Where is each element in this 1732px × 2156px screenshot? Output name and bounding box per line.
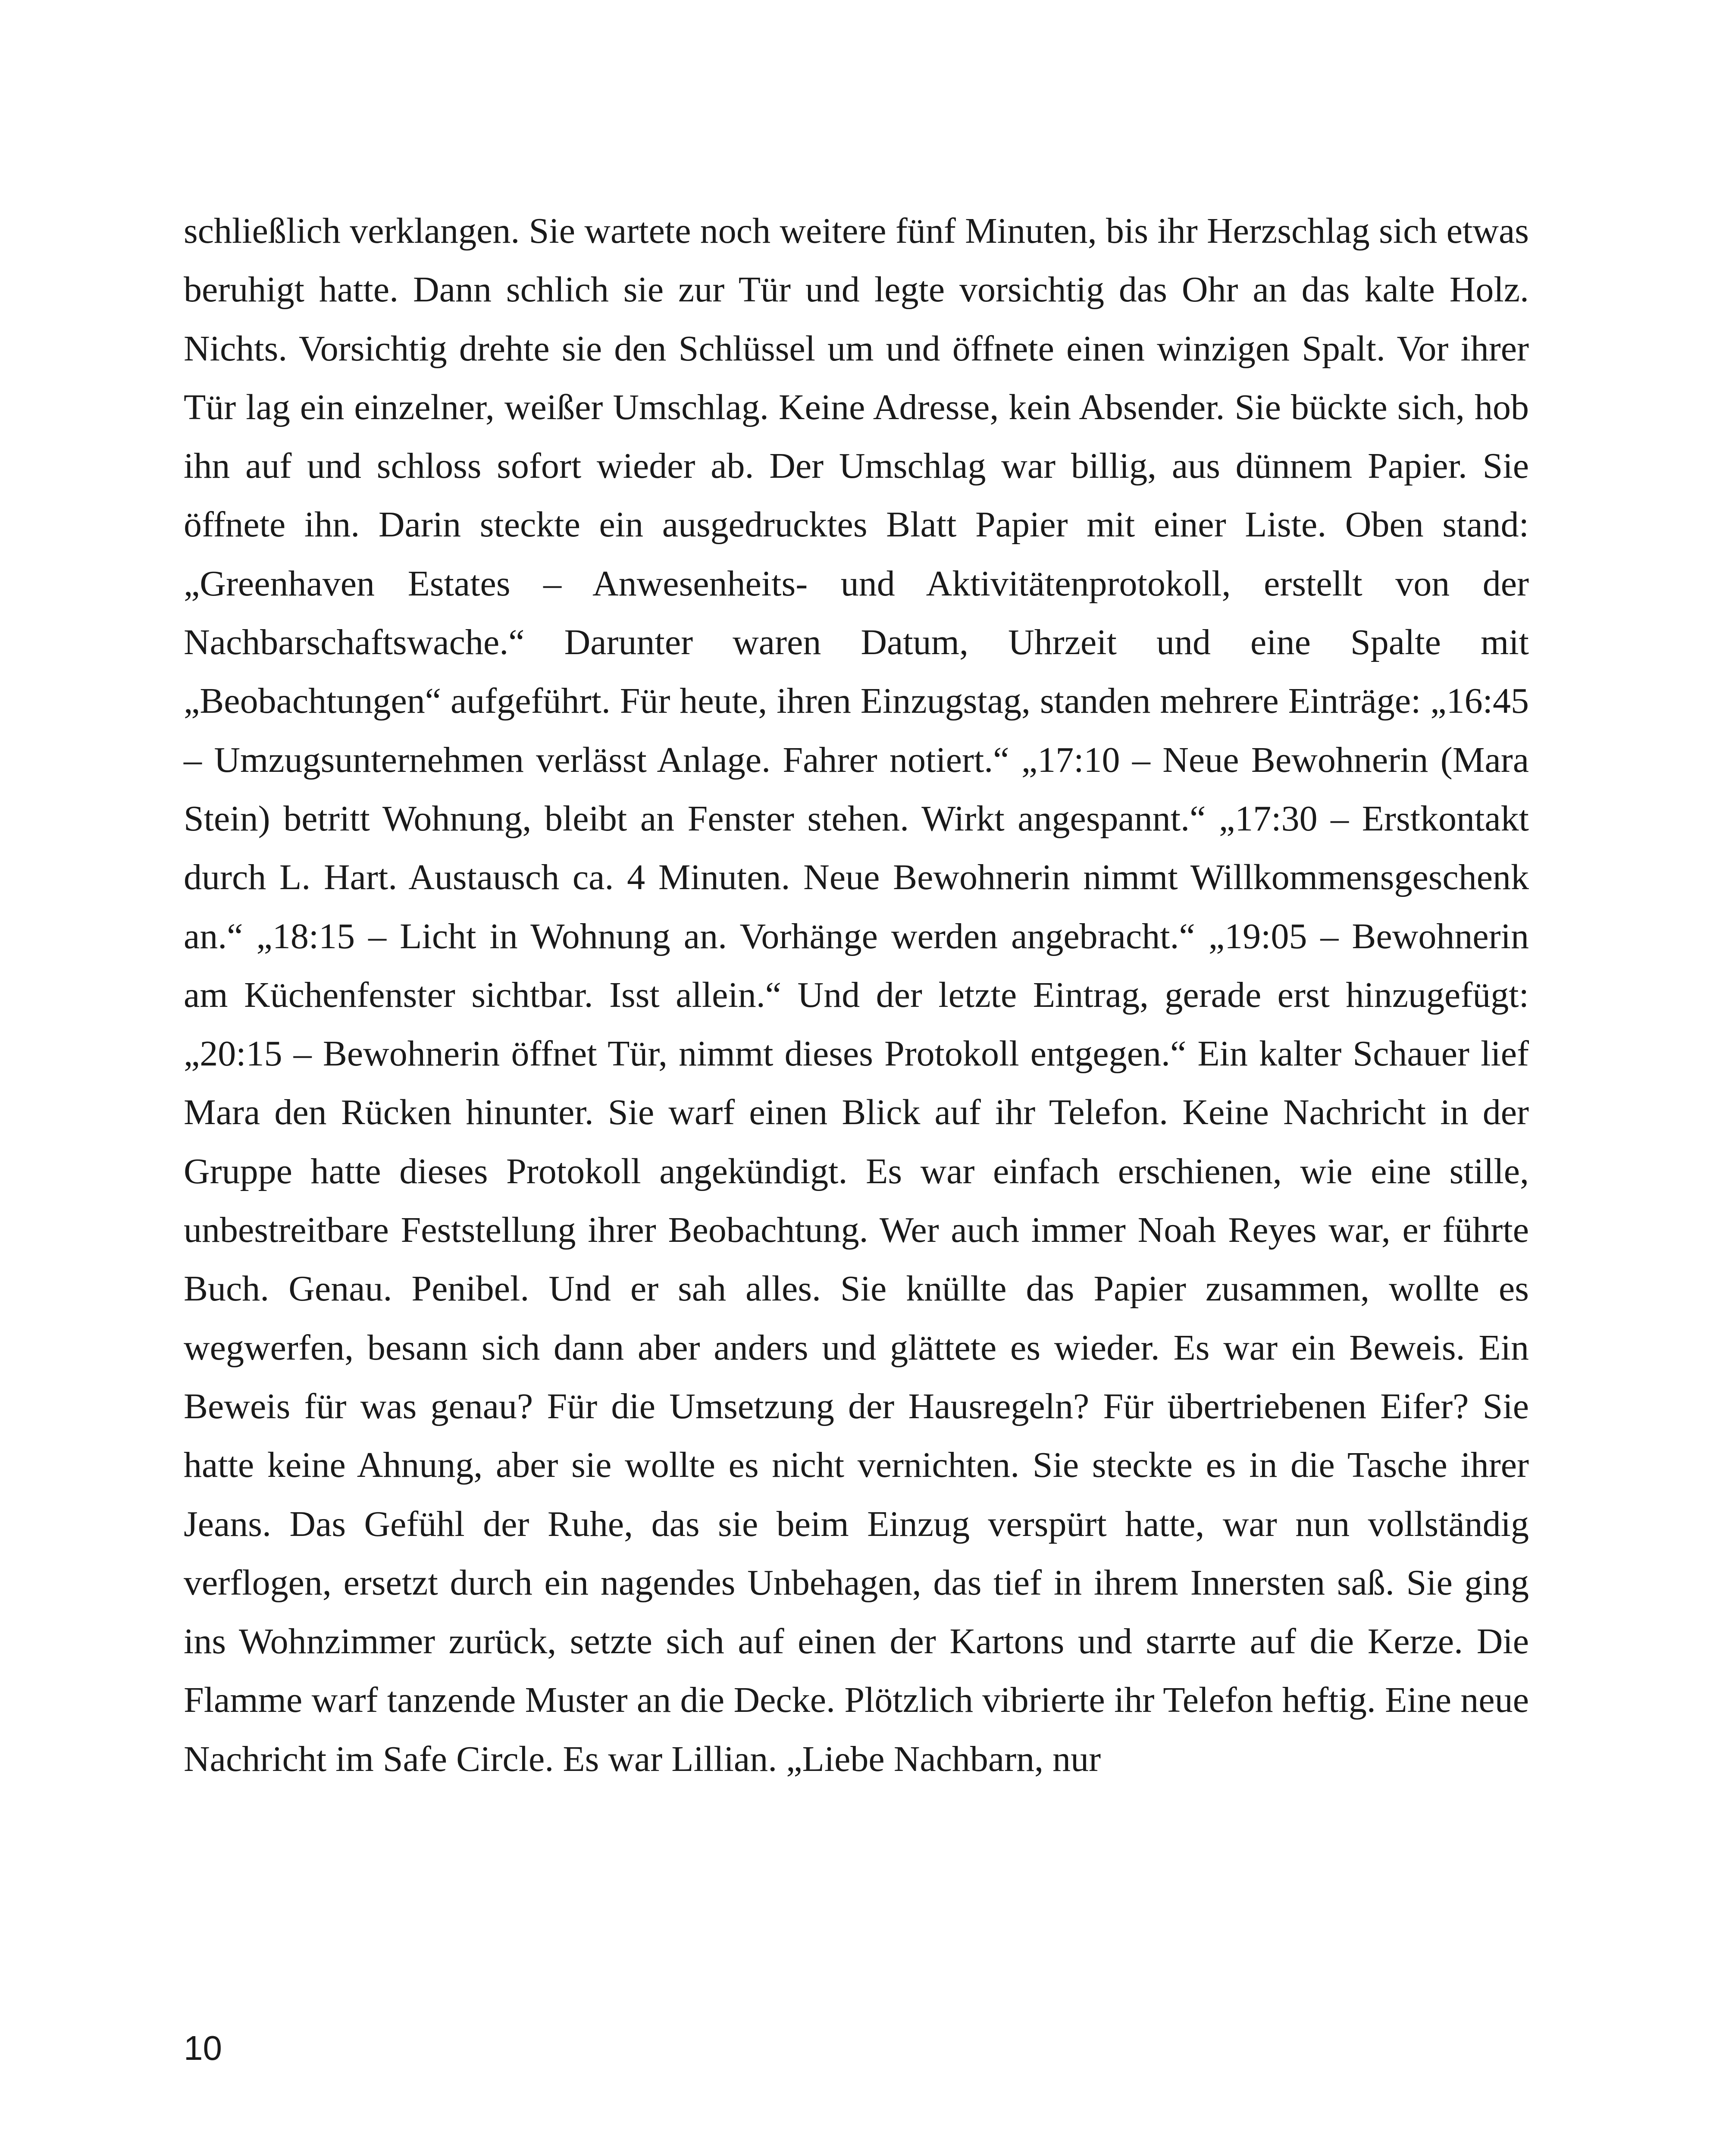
page-number: 10 bbox=[184, 2029, 222, 2067]
body-paragraph: schließlich verklangen. Sie wartete noch weitere fünf Minuten, bis ihr Herzschlag sich etwas beruhigt hatte. Dann schlich sie zur Tür und legte vorsichtig das Ohr an das kalte Holz. Nichts. Vorsichtig drehte sie den Schlüssel um und öffnete einen winzigen Spalt. Vor ihrer Tür lag ein einzelner, weißer Umschlag. Keine Adresse, kein Absender. Sie bückte sich, hob ihn auf und schloss sofort wieder ab. Der Umschlag war billig, aus dünnem Papier. Sie öffnete ihn. Darin steckte ein ausgedrucktes Blatt Papier mit einer Liste. Oben stand: „Greenhaven Estates – Anwesenheits- und Aktivitätenprotokoll, erstellt von der Nachbarschaftswache.“ Darunter waren Datum, Uhrzeit und eine Spalte mit „Beobachtungen“ aufgeführt. Für heute, ihren Einzugstag, standen mehrere Einträge: „16:45 – Umzugsunternehmen verlässt Anlage. Fahrer notiert.“ „17:10 – Neue Bewohnerin (Mara Stein) betritt Wohnung, bleibt an Fenster stehen. Wirkt angespannt.“ „17:30 – Erstkontakt durch L. Hart. Austausch ca. 4 Minuten. Neue Bewohnerin nimmt Willkommensgeschenk an.“ „18:15 – Licht in Wohnung an. Vorhänge werden angebracht.“ „19:05 – Bewohnerin am Küchenfenster sichtbar. Isst allein.“ Und der letzte Eintrag, gerade erst hinzugefügt: „20:15 – Bewohnerin öffnet Tür, nimmt dieses Protokoll entgegen.“ Ein kalter Schauer lief Mara den Rücken hinunter. Sie warf einen Blick auf ihr Telefon. Keine Nachricht in der Gruppe hatte dieses Protokoll angekündigt. Es war einfach erschienen, wie eine stille, unbestreitbare Feststellung ihrer Beobachtung. Wer auch immer Noah Reyes war, er führte Buch. Genau. Penibel. Und er sah alles. Sie knüllte das Papier zusammen, wollte es wegwerfen, besann sich dann aber anders und glättete es wieder. Es war ein Beweis. Ein Beweis für was genau? Für die Umsetzung der Hausregeln? Für übertriebenen Eifer? Sie hatte keine Ahnung, aber sie wollte es nicht vernichten. Sie steckte es in die Tasche ihrer Jeans. Das Gefühl der Ruhe, das sie beim Einzug verspürt hatte, war nun vollständig verflogen, ersetzt durch ein nagendes Unbehagen, das tief in ihrem Innersten saß. Sie ging ins Wohnzimmer zurück, setzte sich auf einen der Kartons und starrte auf die Kerze. Die Flamme warf tanzende Muster an die Decke. Plötzlich vibrierte ihr Telefon heftig. Eine neue Nachricht im Safe Circle. Es war Lillian. „Liebe Nachbarn, nur bbox=[184, 211, 1529, 1779]
